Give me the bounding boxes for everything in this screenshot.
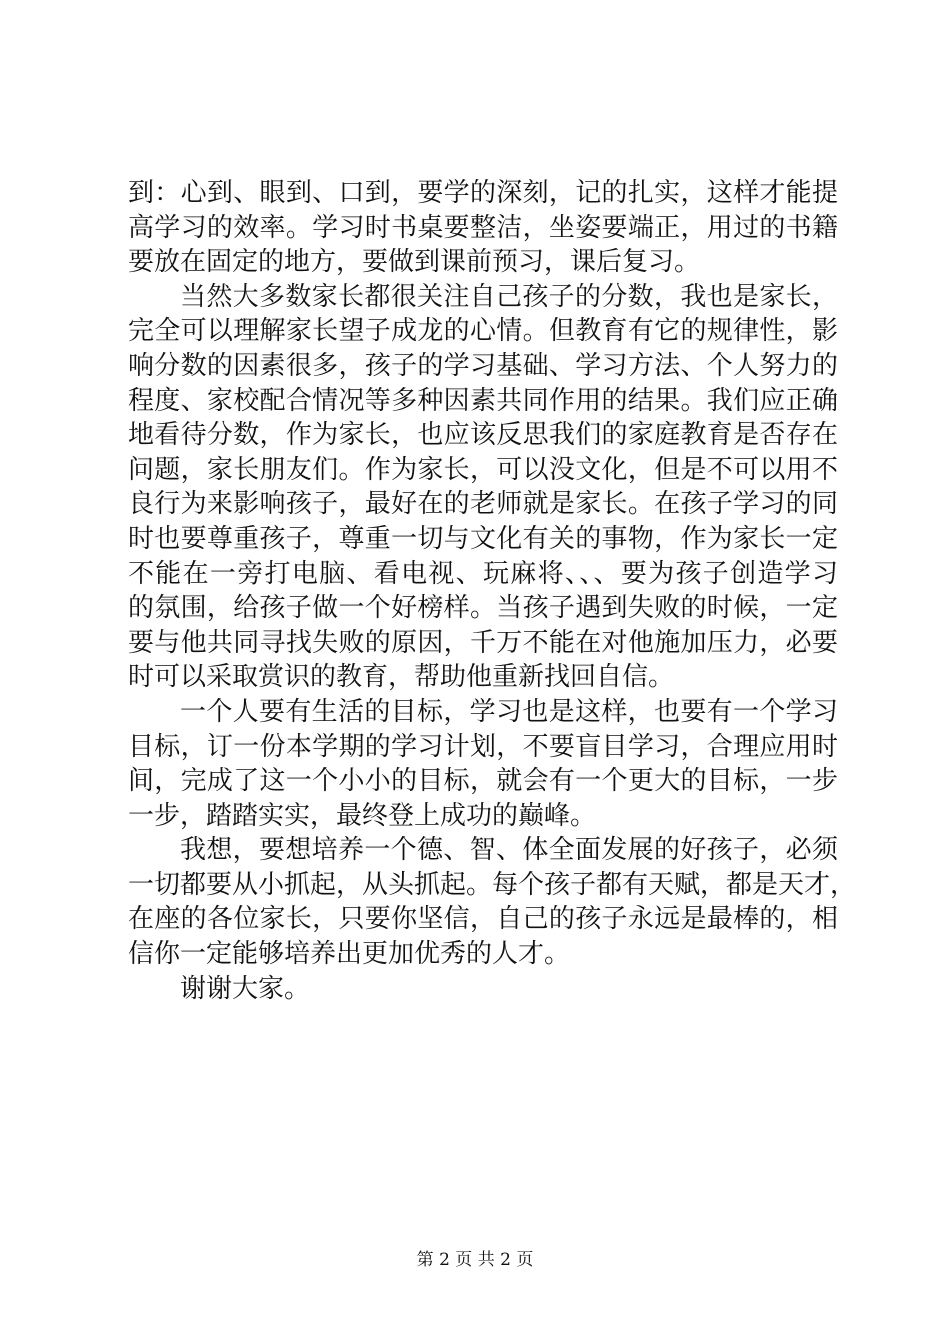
text-line: 当然大多数家长都很关注自己孩子的分数，我也是家长，	[180, 281, 838, 312]
text-line: 目标，订一份本学期的学习计划，不要盲目学习，合理应用时	[128, 731, 838, 762]
text-line: 良行为来影响孩子，最好在的老师就是家长。在孩子学习的同	[128, 489, 838, 520]
text-line: 一切都要从小抓起，从头抓起。每个孩子都有天赋，都是天才，	[128, 869, 857, 900]
text-line: 谢谢大家。	[180, 973, 311, 1004]
text-line: 地看待分数，作为家长，也应该反思我们的家庭教育是否存在	[128, 420, 838, 451]
text-line: 我想，要想培养一个德、智、体全面发展的好孩子，必须	[180, 835, 838, 866]
text-line: 到：心到、眼到、口到，要学的深刻，记的扎实，这样才能提	[128, 178, 838, 208]
text-line: 间，完成了这一个小小的目标，就会有一个更大的目标，一步	[128, 766, 838, 797]
text-line: 一步，踏踏实实，最终登上成功的巅峰。	[128, 800, 597, 831]
document-body	[128, 176, 857, 1006]
text-line: 要放在固定的地方，要做到课前预习，课后复习。	[128, 247, 701, 278]
text-line: 完全可以理解家长望子成龙的心情。但教育有它的规律性，影	[128, 316, 838, 347]
text-line: 不能在一旁打电脑、看电视、玩麻将、、、要为孩子创造学习	[128, 558, 838, 589]
text-line: 在座的各位家长，只要你坚信，自己的孩子永远是最棒的，相	[128, 904, 838, 935]
text-line: 的氛围，给孩子做一个好榜样。当孩子遇到失败的时候，一定	[128, 593, 838, 624]
text-line: 高学习的效率。学习时书桌要整洁，坐姿要端正，用过的书籍	[128, 212, 838, 243]
text-line: 问题，家长朋友们。作为家长，可以没文化，但是不可以用不	[128, 454, 838, 485]
text-line: 程度、家校配合情况等多种因素共同作用的结果。我们应正确	[128, 385, 838, 416]
text-line: 时也要尊重孩子，尊重一切与文化有关的事物，作为家长一定	[128, 523, 838, 554]
text-line: 响分数的因素很多，孩子的学习基础、学习方法、个人努力的	[128, 350, 838, 381]
text-line: 信你一定能够培养出更加优秀的人才。	[128, 939, 571, 970]
page-number-footer: 第 2 页 共 2 页	[416, 1250, 534, 1270]
text-line: 一个人要有生活的目标，学习也是这样，也要有一个学习	[180, 696, 838, 727]
text-line: 要与他共同寻找失败的原因，千万不能在对他施加压力，必要	[128, 627, 838, 658]
text-line: 时可以采取赏识的教育，帮助他重新找回自信。	[128, 662, 675, 693]
